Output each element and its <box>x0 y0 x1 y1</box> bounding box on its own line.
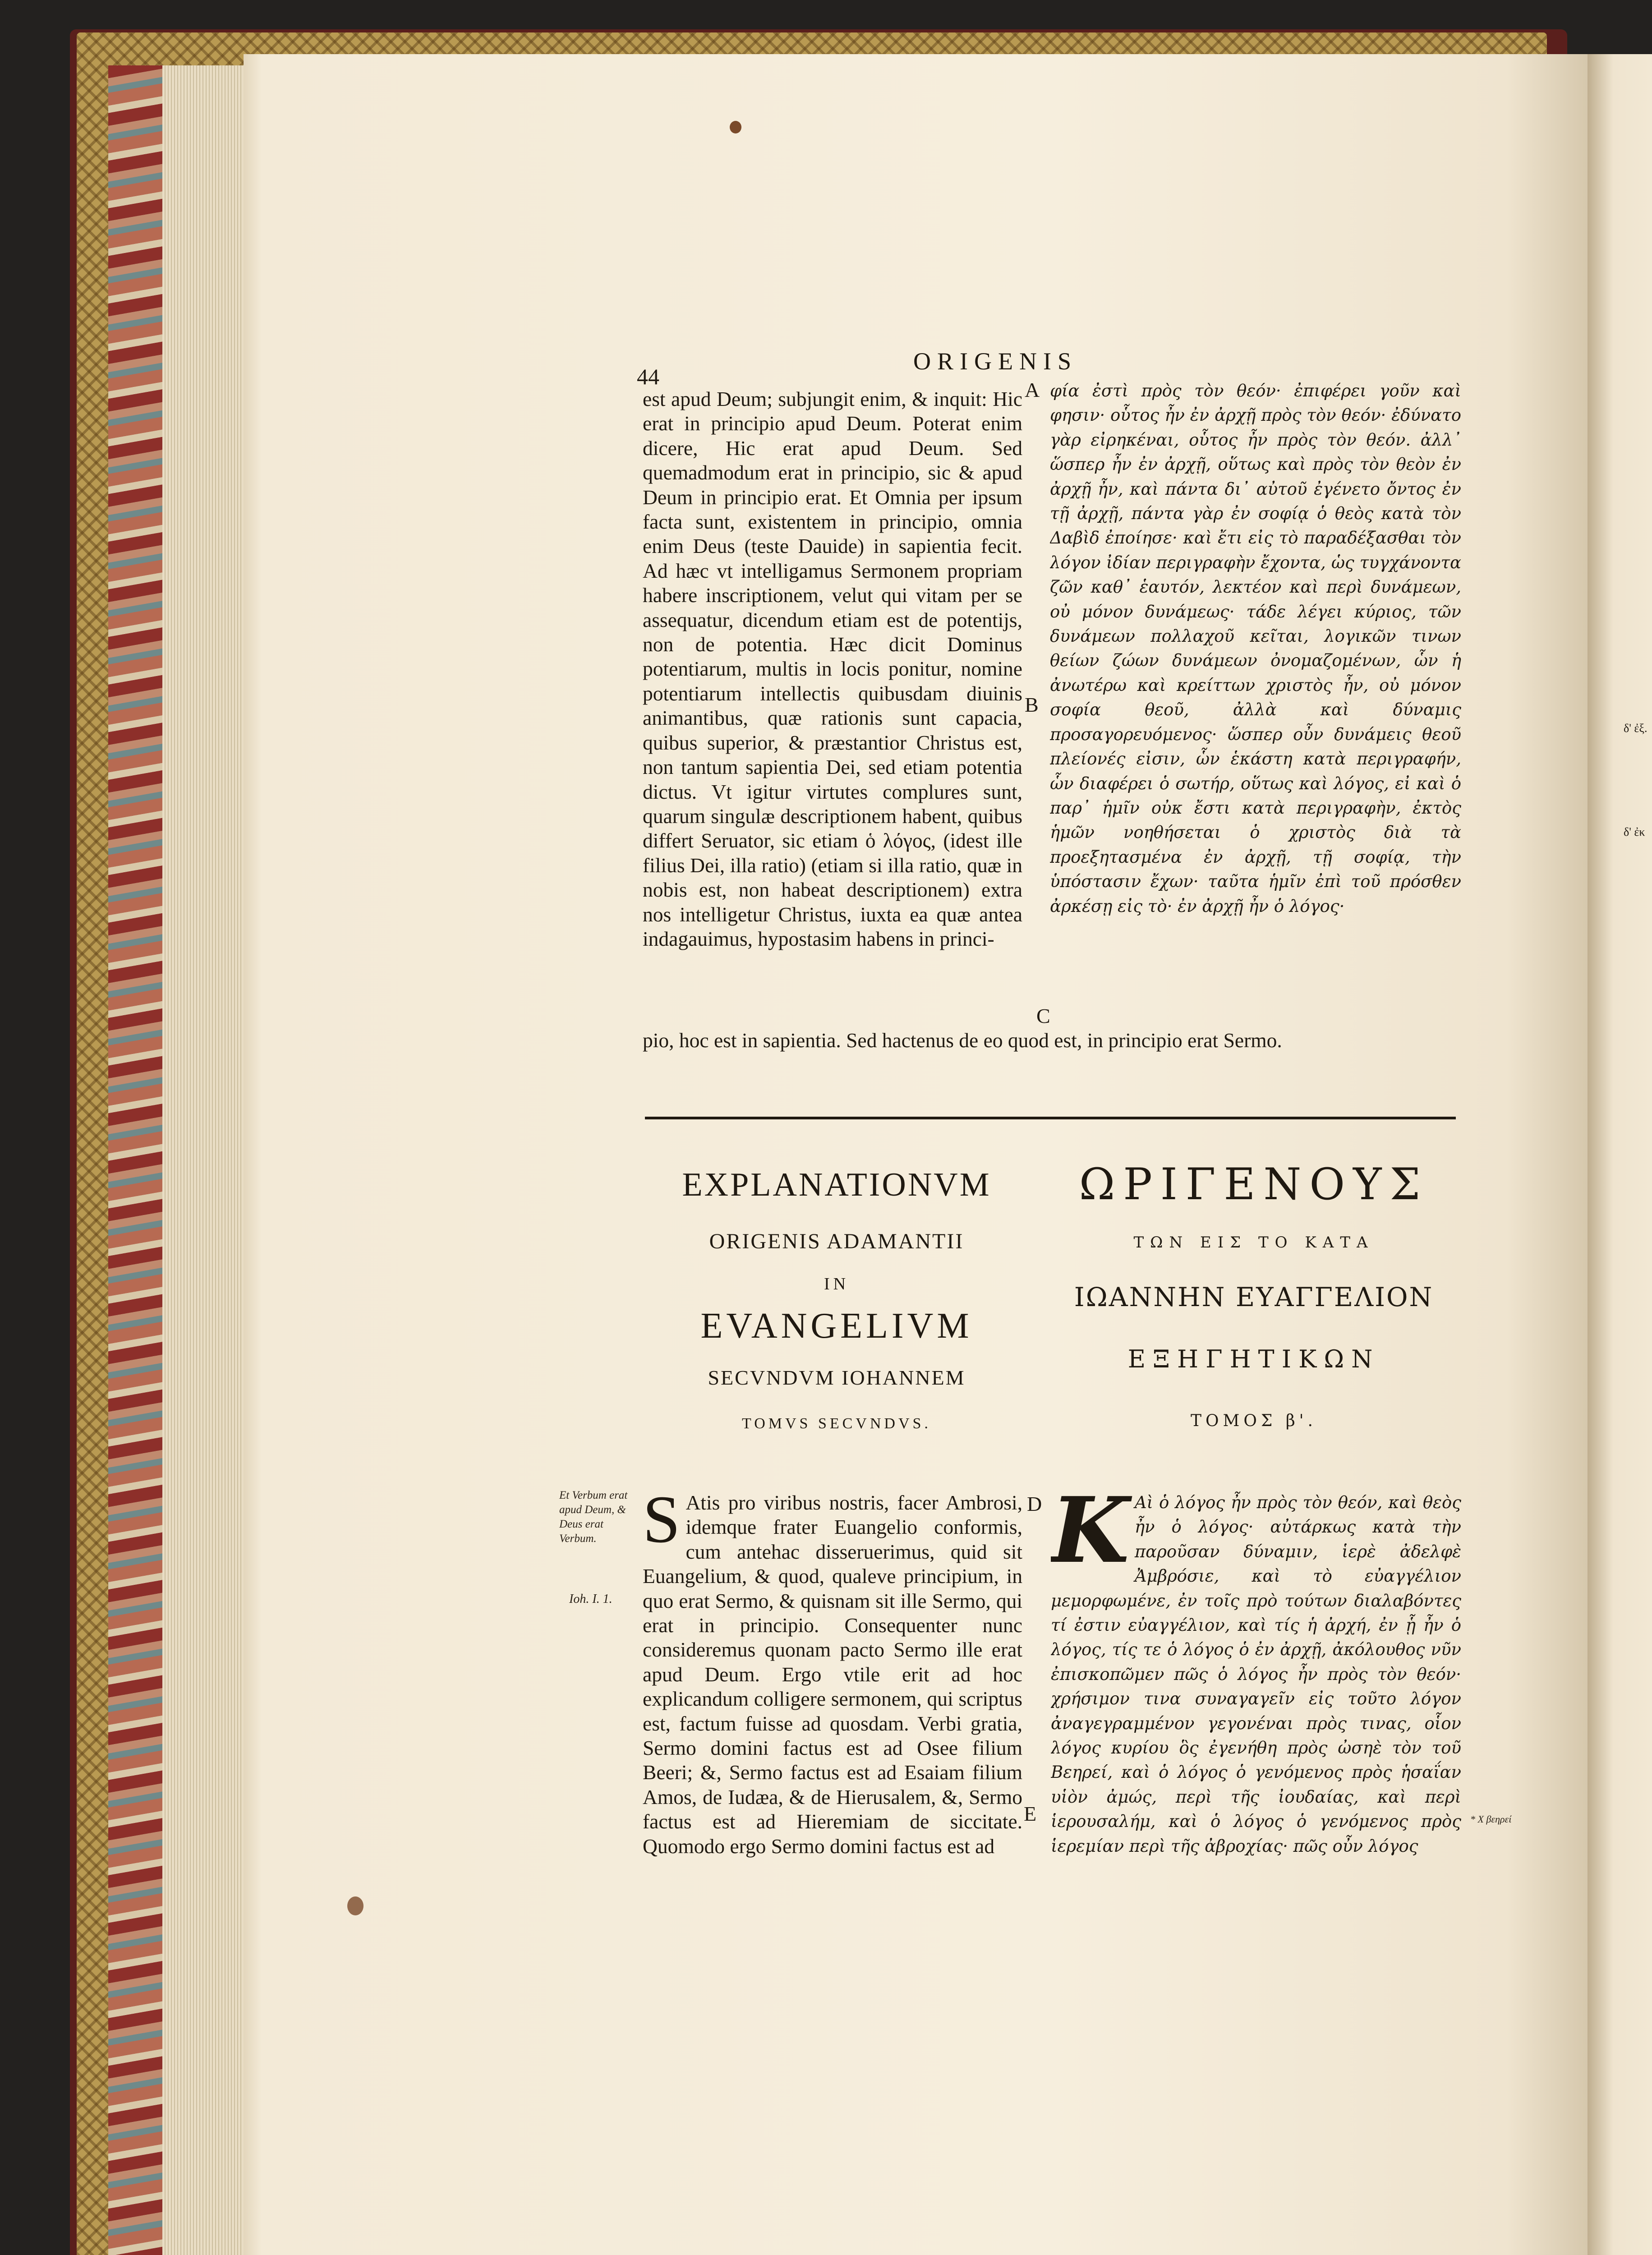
marginal-reference: Ioh. I. 1. <box>569 1592 612 1606</box>
upper-latin-column: est apud Deum; subjungit enim, & inquit: Hic erat in principio apud Deum. Poterat enim dicere, Hic erat apud Deum. Sed quemadmodum erat in principio, sic & apud Deum in principio erat. Et Omnia per ipsum facta sunt, existentem in principio, omnia enim Deus (teste Dauide) in sapientia fecit. Ad hæc vt intelligamus Sermonem propriam habere inscriptionem, velut qui vitam per se assequatur, dicendum etiam est de potentijs, non de potentia. Hæc dicit Dominus potentiarum, multis in locis ponitur, nomine potentiarum intellectis quibusdam diuinis animantibus, quæ rationis sunt capacia, quibus superior, & præstantior Christus est, non tantum sapientia Dei, sed etiam potentia dictus. Vt igitur virtutes complures sunt, quarum singulæ descriptionem habent, quibus differt Seruator, sic etiam ὁ λόγος, (idest ille filius Dei, illa ratio) (etiam si illa ratio, quæ in nobis est, non habeat descriptionem) extra nos intelligetur Christus, iuxta ea quæ antea indagauimus, hypostasim habens in princi- <box>643 387 1022 950</box>
lower-latin-column <box>643 1491 1022 1924</box>
marbled-endpaper <box>108 65 162 2255</box>
facing-page-fragment: δ' ἐκ <box>1624 825 1645 838</box>
running-title: ORIGENIS <box>913 348 1077 375</box>
margin-letter-d: D <box>1027 1492 1042 1515</box>
page-edges <box>162 65 244 2255</box>
greek-title-line2: ΤΩΝ ΕΙΣ ΤΟ ΚΑΤΑ <box>1133 1233 1374 1252</box>
greek-title-tomos: ΤΟΜΟΣ β'. <box>1191 1412 1317 1430</box>
greek-title-line4: ΕΞΗΓΗΤΙΚΩΝ <box>1127 1345 1380 1373</box>
margin-letter-e: E <box>1024 1802 1037 1825</box>
section-divider <box>645 1117 1456 1119</box>
greek-drop-capital: K <box>1051 1491 1129 1583</box>
page-number: 44 <box>637 364 659 389</box>
marginal-note: Et Verbum erat apud Deum, & Deus erat Verbum. <box>559 1489 628 1545</box>
margin-letter-b: B <box>1025 693 1039 716</box>
margin-letter-a: A <box>1025 378 1040 401</box>
latin-title-evangelium: EVANGELIVM <box>700 1306 973 1346</box>
greek-marginal-note: * Χ βεηρεί <box>1470 1813 1512 1825</box>
latin-title-main: EXPLANATIONVM <box>682 1166 991 1203</box>
upper-greek-column: φία ἐστὶ πρὸς τὸν θεόν· ἐπιφέρει γοῦν καὶ φησιν· οὗτος ἦν ἐν ἀρχῇ πρὸς τὸν θεόν· ἐδύνατο γὰρ εἰρηκέναι, οὗτος ἦν πρὸς τὸν θεόν. ἀλλ᾽ ὥσπερ ἦν ἐν ἀρχῇ, οὕτως καὶ πρὸς τὸν θεὸν ἐν ἀρχῇ ἦν, καὶ πάντα δι᾽ αὐτοῦ ἐγένετο ὄντος ἐν τῇ ἀρχῇ, πάντα γὰρ ἐν σοφίᾳ ὁ θεὸς κατὰ τὸν Δαβὶδ ἐποίησε· καὶ ἔτι εἰς τὸ παραδέξασθαι τὸν λόγον ἰδίαν περιγραφὴν ἔχοντα, ὡς τυγχάνοντα ζῶν καθ᾽ ἑαυτόν, λεκτέον καὶ περὶ δυνάμεων, οὐ μόνον δυνάμεως· τάδε λέγει κύριος, τῶν δυνάμεων πολλαχοῦ κεῖται, λογικῶν τινων θείων ζώων δυνάμεων ὀνομαζομένων, ὧν ἡ ἀνωτέρω καὶ κρείττων χριστὸς ἦν, οὐ μόνον σοφία θεοῦ, ἀλλὰ καὶ δύναμις προσαγορευόμενος· ὥσπερ οὖν δυνάμεις θεοῦ πλείονές εἰσιν, ὧν ἑκάστη κατὰ περιγραφήν, ὧν διαφέρει ὁ σωτήρ, οὕτως καὶ λόγος, εἰ καὶ ὁ παρ᾽ ἡμῖν οὐκ ἔστι κατὰ περιγραφὴν, ἐκτὸς ἡμῶν νοηθήσεται ὁ χριστὸς διὰ τὰ προεξητασμένα ἐν ἀρχῇ, τῇ σοφίᾳ, τὴν ὑπόστασιν ἔχων· ταῦτα ἡμῖν ἐπὶ τοῦ πρόσθεν ἀρκέσῃ εἰς τὸ· ἐν ἀρχῇ ἦν ὁ λόγος· <box>1050 381 1461 916</box>
greek-title-main: ΩΡΙΓΕΝΟΥΣ <box>1079 1159 1429 1210</box>
latin-drop-capital: S <box>643 1491 681 1557</box>
facing-page-fragment: δ' ἐξ. <box>1624 722 1647 735</box>
latin-title-tomus: TOMVS SECVNDVS. <box>742 1415 931 1432</box>
ink-spot <box>730 121 741 133</box>
lower-latin-text: Atis pro viribus nostris, facer Ambrosi, idemque frater Euangelio conformis, cum antehac disseruerimus, quid sit Euangelium, & quod, qualeve principium, in quo erat Sermo, & quisnam sit ille Sermo, qui erat in principio. Consequenter nunc consideremus quonam pacto Sermo ille erat apud Deum. Ergo vtile erit ad hoc explicandum colligere sermonem, qui scriptus est, factum fuisse ad quosdam. Verbi gratia, Sermo domini factus est ad Osee filium Beeri; &, Sermo factus est ad Esaiam filium Amos, de Iudæa, & de Hierusalem, &, Sermo factus est ad Hieremiam de siccitate. Quomodo ergo Sermo domini factus est ad <box>643 1491 1022 1858</box>
margin-letter-c: C <box>1036 1004 1050 1027</box>
lower-greek-text: Αὶ ὁ λόγος ἦν πρὸς τὸν θεόν, καὶ θεὸς ἦν ὁ λόγος· αὐτάρκως κατὰ τὴν παροῦσαν δύναμιν, ἱερὲ ἀδελφὲ Ἀμβρόσιε, καὶ τὸ εὐαγγέλιον μεμορφωμένε, ἐν τοῖς πρὸ τούτων διαλαβόντες τί ἐστιν εὐαγγέλιον, καὶ τίς ἡ ἀρχή, ἐν ᾗ ἦν ὁ λόγος, τίς τε ὁ λόγος ὁ ἐν ἀρχῇ, ἀκόλουθος νῦν ἐπισκοπῶμεν πῶς ὁ λόγος ἦν πρὸς τὸν θεόν· χρήσιμον τινα συναγαγεῖν εἰς τοῦτο λόγον ἀναγεγραμμένον γεγονέναι πρὸς τινας, οἷον λόγος κυρίου ὃς ἐγενήθη πρὸς ὠσηὲ τὸν τοῦ Βεηρεί, καὶ ὁ λόγος ὁ γενόμενος πρὸς ἡσαΐαν υἱὸν ἀμώς, περὶ τῆς ἰουδαίας, καὶ περὶ ἱερουσαλήμ, καὶ ὁ λόγος ὁ γενόμενος πρὸς ἱερεμίαν περὶ τῆς ἀβροχίας· πῶς οὖν λόγος <box>1051 1493 1461 1856</box>
greek-title-line3: ΙΩΑΝΝΗΝ ΕΥΑΓΓΕΛΙΟΝ <box>1074 1282 1434 1312</box>
facing-page-edge <box>1588 54 1652 2255</box>
latin-title-author: ORIGENIS ADAMANTII <box>709 1229 964 1253</box>
lower-greek-column <box>1051 1491 1461 1926</box>
latin-title-iohannem: SECVNDVM IOHANNEM <box>708 1366 966 1389</box>
foxing-spot <box>347 1896 364 1915</box>
latin-title-in: IN <box>824 1275 850 1293</box>
upper-latin-last-line: pio, hoc est in sapientia. Sed hactenus de eo quod est, in principio erat Sermo. <box>643 1029 1282 1052</box>
